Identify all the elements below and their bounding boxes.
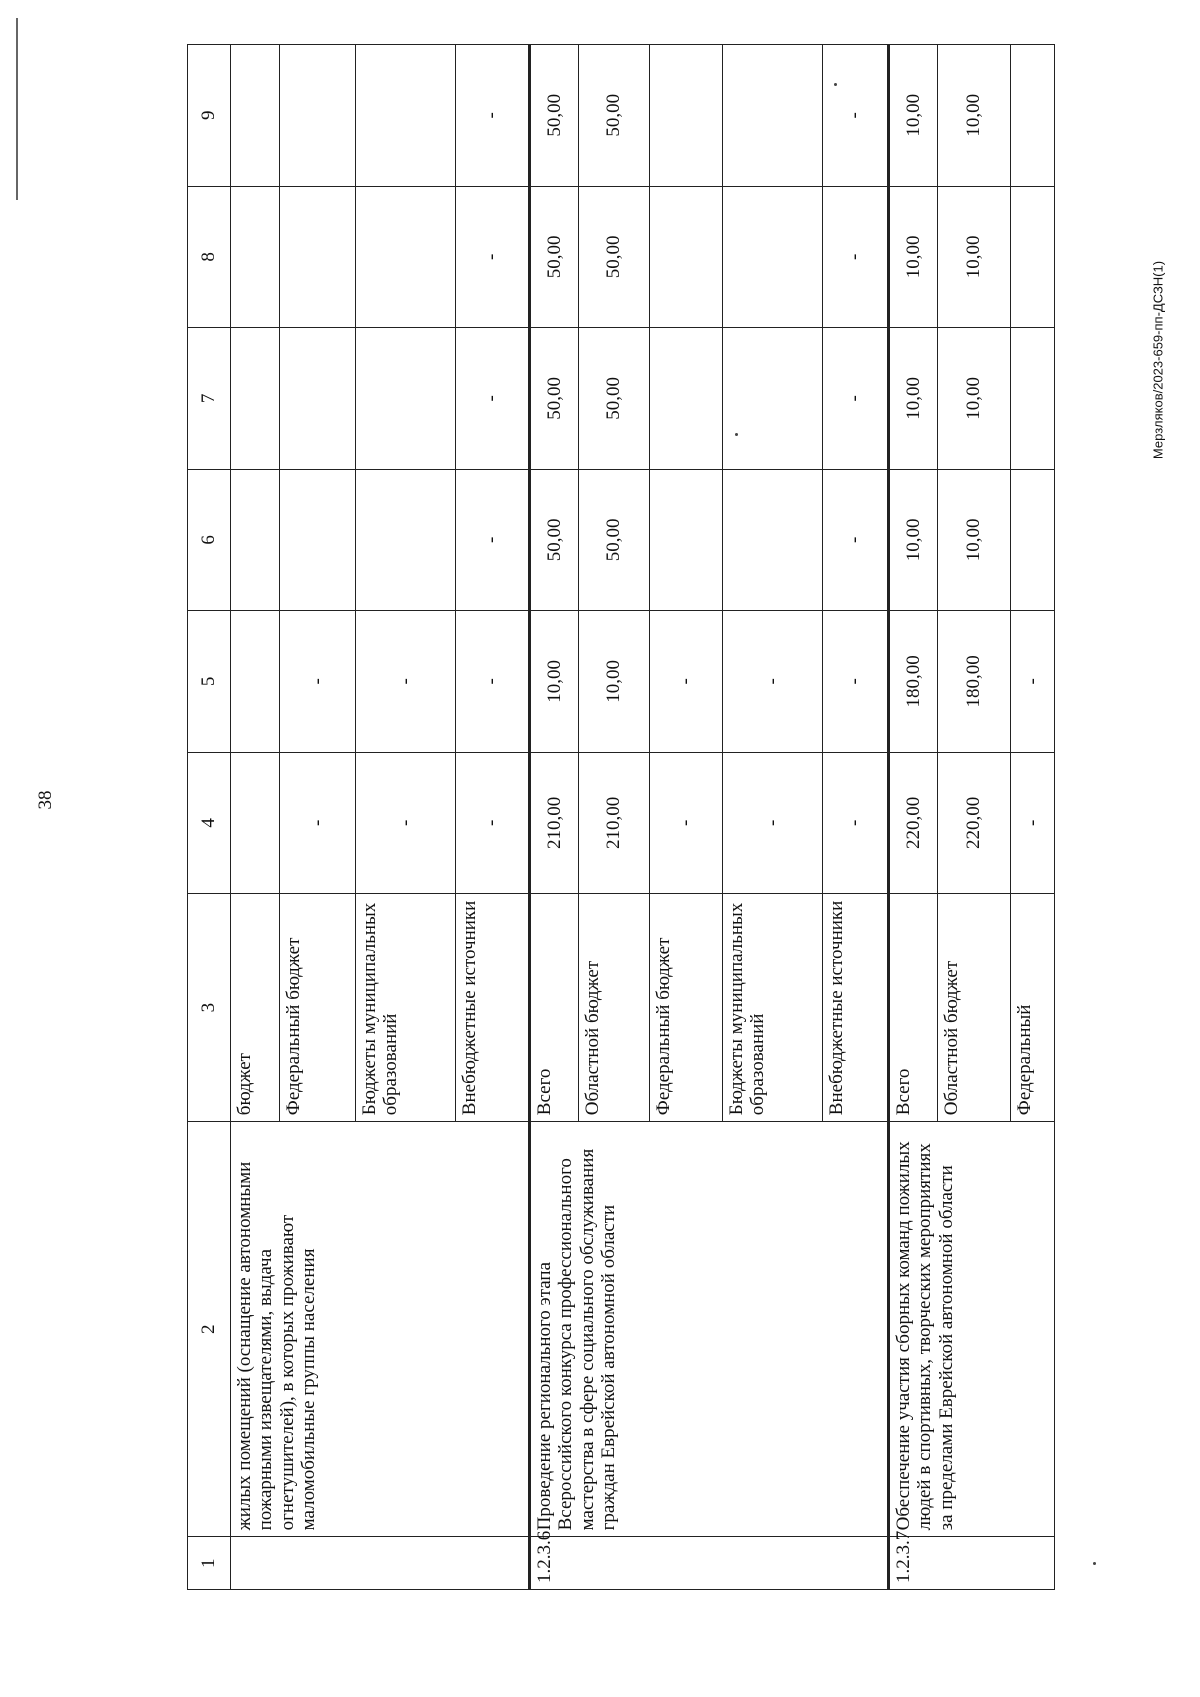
value-cell: 10,00 bbox=[889, 469, 938, 611]
value-cell bbox=[280, 186, 356, 328]
value-cell: 50,00 bbox=[530, 45, 579, 187]
item-code: 1.2.3.7 bbox=[889, 1537, 1055, 1590]
item-description: жилых помещений (оснащение автономными пожарными извещателями, выдача огнетушителей), в которых проживают маломобильные группы населения bbox=[231, 1122, 530, 1537]
item-description: Обеспечение участия сборных команд пожилых людей в спортивных, творческих мероприятиях за пределами Еврейской автономной области bbox=[889, 1122, 1055, 1537]
table-row bbox=[231, 45, 280, 1590]
value-cell: - bbox=[1011, 752, 1055, 894]
header-cell: 1 bbox=[188, 1537, 231, 1590]
value-cell: - bbox=[823, 469, 889, 611]
value-cell: - bbox=[456, 186, 530, 328]
value-cell bbox=[650, 45, 723, 187]
value-cell bbox=[231, 186, 280, 328]
budget-table bbox=[187, 44, 1055, 1590]
header-cell: 3 bbox=[188, 894, 231, 1122]
value-cell bbox=[356, 469, 456, 611]
value-cell: 220,00 bbox=[889, 752, 938, 894]
funding-source: Бюджеты муниципальных образований bbox=[356, 894, 456, 1122]
value-cell: 50,00 bbox=[579, 186, 650, 328]
document-id: Мерзляков/2023-659-пп-ДСЗН(1) bbox=[1150, 260, 1166, 460]
value-cell: - bbox=[456, 45, 530, 187]
value-cell: 180,00 bbox=[889, 611, 938, 753]
header-row bbox=[188, 45, 231, 1590]
table-row bbox=[530, 45, 579, 1590]
value-cell: 50,00 bbox=[530, 469, 579, 611]
header-cell: 7 bbox=[188, 328, 231, 470]
header-cell: 8 bbox=[188, 186, 231, 328]
item-description: Проведение регионального этапа Всероссийского конкурса профессионального мастерства в сфере социального обслуживания граждан Еврейской автономной области bbox=[530, 1122, 889, 1537]
table-row bbox=[889, 45, 938, 1590]
value-cell: 10,00 bbox=[889, 328, 938, 470]
funding-source: Внебюджетные источники bbox=[456, 894, 530, 1122]
value-cell: 10,00 bbox=[889, 45, 938, 187]
funding-source: Федеральный бюджет bbox=[650, 894, 723, 1122]
value-cell: 220,00 bbox=[938, 752, 1011, 894]
header-cell: 5 bbox=[188, 611, 231, 753]
header-cell: 6 bbox=[188, 469, 231, 611]
value-cell bbox=[231, 328, 280, 470]
value-cell bbox=[723, 328, 823, 470]
item-code: 1.2.3.6 bbox=[530, 1537, 889, 1590]
scan-speck bbox=[735, 433, 738, 436]
value-cell: - bbox=[823, 611, 889, 753]
scan-speck bbox=[1093, 1562, 1096, 1565]
value-cell: - bbox=[280, 752, 356, 894]
value-cell: 210,00 bbox=[579, 752, 650, 894]
value-cell bbox=[650, 328, 723, 470]
funding-source: Областной бюджет bbox=[579, 894, 650, 1122]
value-cell: 50,00 bbox=[579, 469, 650, 611]
header-cell: 2 bbox=[188, 1122, 231, 1537]
value-cell bbox=[1011, 186, 1055, 328]
value-cell: - bbox=[650, 752, 723, 894]
value-cell bbox=[356, 45, 456, 187]
value-cell: 50,00 bbox=[579, 45, 650, 187]
value-cell: 50,00 bbox=[530, 186, 579, 328]
funding-source: Внебюджетные источники bbox=[823, 894, 889, 1122]
funding-source: Федеральный bbox=[1011, 894, 1055, 1122]
funding-source: Бюджеты муниципальных образований bbox=[723, 894, 823, 1122]
value-cell bbox=[356, 328, 456, 470]
value-cell bbox=[231, 611, 280, 753]
value-cell: 10,00 bbox=[530, 611, 579, 753]
value-cell bbox=[1011, 469, 1055, 611]
value-cell: - bbox=[456, 328, 530, 470]
funding-source: бюджет bbox=[231, 894, 280, 1122]
scan-speck bbox=[834, 83, 837, 86]
value-cell: 10,00 bbox=[889, 186, 938, 328]
value-cell bbox=[1011, 45, 1055, 187]
value-cell: - bbox=[723, 752, 823, 894]
value-cell bbox=[231, 469, 280, 611]
value-cell: 10,00 bbox=[579, 611, 650, 753]
value-cell: 50,00 bbox=[579, 328, 650, 470]
value-cell bbox=[723, 186, 823, 328]
value-cell bbox=[280, 45, 356, 187]
value-cell bbox=[231, 45, 280, 187]
value-cell bbox=[650, 469, 723, 611]
value-cell: - bbox=[280, 611, 356, 753]
value-cell bbox=[231, 752, 280, 894]
value-cell: 10,00 bbox=[938, 186, 1011, 328]
value-cell: - bbox=[456, 611, 530, 753]
value-cell: - bbox=[356, 611, 456, 753]
header-cell: 4 bbox=[188, 752, 231, 894]
funding-source: Всего bbox=[889, 894, 938, 1122]
value-cell bbox=[356, 186, 456, 328]
header-cell: 9 bbox=[188, 45, 231, 187]
value-cell bbox=[1011, 328, 1055, 470]
funding-source: Федеральный бюджет bbox=[280, 894, 356, 1122]
funding-source: Всего bbox=[530, 894, 579, 1122]
page-number: 38 bbox=[35, 790, 56, 810]
funding-source: Областной бюджет bbox=[938, 894, 1011, 1122]
value-cell: 10,00 bbox=[938, 469, 1011, 611]
value-cell bbox=[723, 469, 823, 611]
value-cell: 180,00 bbox=[938, 611, 1011, 753]
value-cell: - bbox=[456, 752, 530, 894]
value-cell bbox=[280, 328, 356, 470]
value-cell: 50,00 bbox=[530, 328, 579, 470]
value-cell: - bbox=[356, 752, 456, 894]
value-cell: 210,00 bbox=[530, 752, 579, 894]
value-cell: - bbox=[823, 186, 889, 328]
value-cell bbox=[280, 469, 356, 611]
value-cell: - bbox=[823, 328, 889, 470]
value-cell bbox=[723, 45, 823, 187]
value-cell bbox=[650, 186, 723, 328]
value-cell: - bbox=[456, 469, 530, 611]
value-cell: - bbox=[1011, 611, 1055, 753]
value-cell: - bbox=[823, 752, 889, 894]
value-cell: 10,00 bbox=[938, 45, 1011, 187]
value-cell: - bbox=[823, 45, 889, 187]
value-cell: - bbox=[650, 611, 723, 753]
value-cell: - bbox=[723, 611, 823, 753]
value-cell: 10,00 bbox=[938, 328, 1011, 470]
item-code bbox=[231, 1537, 530, 1590]
